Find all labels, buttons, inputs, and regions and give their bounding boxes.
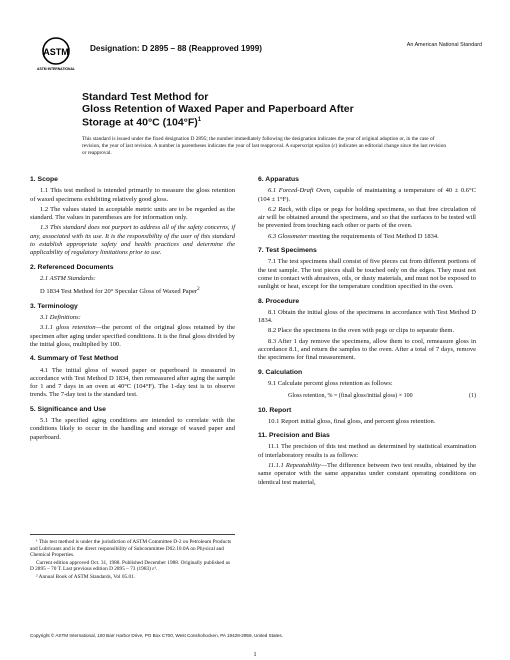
section-heading: 9. Calculation bbox=[258, 368, 303, 376]
footnote: ² Annual Book of ASTM Standards, Vol 05.01. bbox=[36, 573, 136, 580]
paragraph: 6.1 Forced-Draft Oven, capable of maintaining a temperature of 40 ± 0.6°C (104 ± 1°F). bbox=[258, 187, 476, 203]
copyright-notice: Copyright © ASTM International, 100 Barr Harbor Drive, PO Box C700, West Conshohocken, PA 19428-2959, United States. bbox=[30, 633, 283, 638]
section-heading: 6. Apparatus bbox=[258, 176, 299, 183]
equation bbox=[258, 392, 476, 400]
logo-text: ASTM INTERNATIONAL bbox=[37, 67, 75, 71]
paragraph: 8.2 Place the specimens in the oven with pegs or clips to separate them. bbox=[268, 327, 455, 335]
right-column bbox=[258, 176, 476, 489]
paragraph: 1.1 This test method is intended primarily to measure the gloss retention of waxed specimens exhibiting relatively good gloss. bbox=[30, 187, 235, 203]
left-column bbox=[30, 176, 235, 444]
paragraph: 6.2 Rack, with clips or pegs for holding specimens, so that free circulation of air will be obtained around the specimens, and so that the surfaces to be tested will be prevented from touching each other or parts of the oven. bbox=[258, 205, 476, 230]
section-heading: 3. Terminology bbox=[30, 302, 78, 310]
paragraph: 10.1 Report initial gloss, final gloss, and percent gloss retention. bbox=[268, 417, 436, 425]
equation-text: Gloss retention, % = (final gloss/initial gloss) × 100 bbox=[288, 393, 413, 400]
issuance-note: This standard is issued under the fixed designation D 2895; the number immediately following the designation indicates the year of original adoption or, in the case of revision, the year of last revision. A number in parentheses indicates the year of last reapproval. A superscript epsilon (ε) indicates an editorial change since the last revision or reapproval. bbox=[82, 136, 447, 156]
section-heading: 2. Referenced Documents bbox=[30, 263, 114, 271]
footnote: ¹ This test method is under the jurisdiction of ASTM Committee D-2 on Petroleum Products and Lubricants and is the direct responsibility of Subcommittee D02.10.0A on Physical and Chemical Properties. bbox=[30, 539, 232, 559]
astm-logo bbox=[37, 36, 75, 72]
page-number: 1 bbox=[253, 651, 257, 658]
section-heading: 5. Significance and Use bbox=[30, 405, 106, 413]
paragraph: 4.1 The initial gloss of waxed paper or paperboard is measured in accordance with Test Method D 1834, then remeasured after aging the sample for 1 and 7 days in an oven at 40°C (104°F). The 1-day test is to observe trends. The 7-day test is the standard test. bbox=[30, 366, 235, 399]
paragraph: 11.1.1 Repeatability—The difference between two test results, obtained by the same operator with the same apparatus under constant operating conditions on identical test material, bbox=[258, 462, 476, 486]
title-footnote-ref[interactable]: 1 bbox=[197, 117, 202, 123]
title-line-1: Standard Test Method for bbox=[82, 91, 209, 103]
section-heading: 7. Test Specimens bbox=[258, 247, 317, 255]
section-heading: 11. Precision and Bias bbox=[258, 432, 330, 440]
designation: Designation: D 2895 – 88 (Reapproved 1999) bbox=[90, 44, 263, 53]
svg-text:ASTM: ASTM bbox=[43, 47, 69, 57]
footnote: Current edition approved Oct. 31, 1988. Published December 1988. Originally published as D 2895 – 70 T. Last previous edition D 2895 – 73 (1983) ε¹. bbox=[30, 559, 231, 573]
section-heading: 8. Procedure bbox=[258, 297, 300, 305]
paragraph: 9.1 Calculate percent gloss retention as follows: bbox=[268, 379, 393, 387]
paragraph: 2.1 ASTM Standards: bbox=[40, 274, 96, 282]
section-heading: 10. Report bbox=[258, 406, 292, 414]
section-heading: 4. Summary of Test Method bbox=[30, 355, 119, 363]
equation-number: (1) bbox=[469, 393, 476, 400]
definition: 3.1.1 gloss retention—the percent of the original gloss retained by the specimen after aging under specified conditions. It is the final gloss divided by the initial gloss, multiplied by 100. bbox=[30, 324, 235, 348]
footnotes bbox=[30, 534, 235, 582]
paragraph: 7.1 The test specimens shall consist of five pieces cut from different portions of the test sample. The test pieces shall be touched only on the edges. They must not come in contact with abrasives, oils, or dusty materials, and must not be exposed to sunlight or heat, except for the temperature condition specified in the oven. bbox=[258, 258, 476, 291]
national-standard-label: An American National Standard bbox=[406, 42, 482, 48]
document-title bbox=[82, 92, 482, 129]
paragraph: 5.1 The specified aging conditions are intended to correlate with the conditions likely to occur in the handling and storage of waxed paper and paperboard. bbox=[30, 416, 235, 441]
section-heading: 1. Scope bbox=[30, 176, 58, 183]
reference-item[interactable]: D 1834 Test Method for 20° Specular Gloss of Waxed Paper$^2$ bbox=[40, 286, 200, 296]
paragraph: 1.2 The values stated in acceptable metric units are to be regarded as the standard. The values in parentheses are for information only. bbox=[30, 205, 235, 222]
paragraph: 8.3 After 1 day remove the specimens, allow them to cool, remeasure gloss in accordance 8.1, and return the samples to the oven. After a total of 7 days, remove the specimens for final measurement. bbox=[258, 337, 476, 362]
paragraph: 6.3 Glossmeter meeting the requirements of Test Method D 1834. bbox=[268, 232, 439, 240]
paragraph: 8.1 Obtain the initial gloss of the specimens in accordance with Test Method D 1834. bbox=[258, 308, 476, 325]
title-line-3: Storage at 40°C $(104^\circ F)^1$ bbox=[82, 116, 202, 129]
paragraph: 11.1 The precision of this test method as determined by statistical examination of interlaboratory results is as follows: bbox=[258, 443, 476, 459]
title-line-2: Gloss Retention of Waxed Paper and Paperboard After bbox=[82, 102, 354, 115]
paragraph: 3.1 Definitions: bbox=[40, 314, 81, 322]
paragraph: 1.3 This standard does not purport to address all of the safety concerns, if any, associated with its use. It is the responsibility of the user of this standard to establish appropriate safety and health practices and determine the applicability of regulatory limitations prior to use. bbox=[30, 224, 235, 257]
footnote-ref[interactable]: 2 bbox=[197, 286, 200, 293]
